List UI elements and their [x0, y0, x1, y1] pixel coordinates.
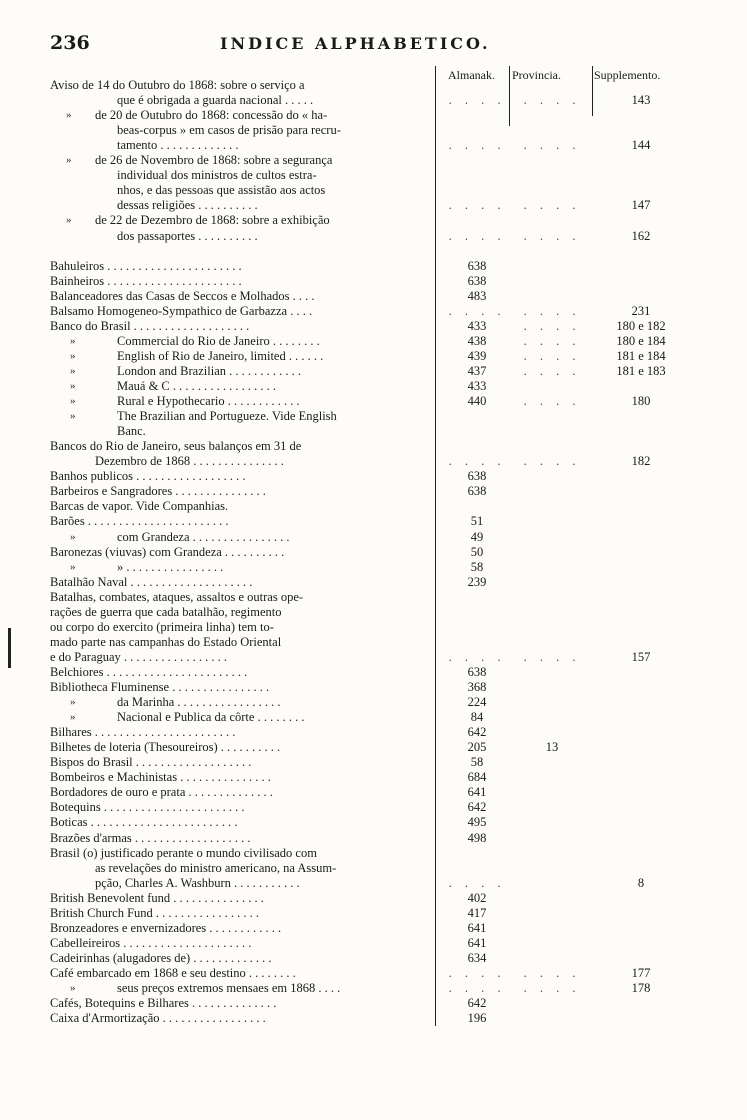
supplemento-page: 180: [631, 394, 651, 409]
almanak-page: 498: [467, 830, 487, 845]
entry-text: Bancos do Rio de Janeiro, seus balanços em 31 de: [50, 439, 302, 454]
index-entry: [0, 605, 747, 620]
index-entry: [0, 815, 747, 830]
entry-text: Bilhetes de loteria (Thesoureiros) . . . . . . . . . .: [50, 740, 281, 755]
index-entry: [0, 846, 747, 861]
almanak-page: 495: [467, 815, 487, 830]
almanak-page: . . . .: [448, 875, 506, 890]
entry-text: » . . . . . . . . . . . . . . . .: [117, 559, 224, 574]
index-entry: [0, 545, 747, 560]
ditto-mark: »: [66, 214, 72, 227]
supplemento-page: 178: [631, 981, 651, 995]
entry-text: de 20 de Outubro do 1868: concessão do « ha-: [95, 108, 328, 123]
index-entry: [0, 740, 747, 755]
entry-text: as revelações do ministro americano, na Assum-: [95, 860, 337, 875]
provincia-page: . . . .: [523, 138, 581, 153]
almanak-page: 684: [467, 770, 487, 785]
almanak-page: 439: [467, 348, 487, 363]
almanak-page: . . . .: [448, 454, 506, 469]
almanak-page: 641: [467, 785, 487, 800]
provincia-page: 13: [545, 740, 559, 755]
entry-text: Barbeiros e Sangradores . . . . . . . . . . . . . . .: [50, 484, 266, 499]
index-entry: [0, 755, 747, 770]
entry-text: Batalhas, combates, ataques, assaltos e outras ope-: [50, 589, 304, 604]
provincia-page: . . . .: [523, 649, 581, 664]
ditto-mark: »: [70, 364, 76, 377]
index-entry: [0, 981, 747, 996]
provincia-page: . . . .: [523, 394, 581, 409]
provincia-page: . . . .: [523, 333, 581, 348]
supplemento-page: 143: [631, 93, 651, 108]
index-entry: [0, 1011, 747, 1026]
entry-text: pção, Charles A. Washburn . . . . . . . . . . .: [95, 875, 300, 890]
index-entry: [0, 770, 747, 785]
index-entry: [0, 183, 747, 198]
supplemento-page: 144: [631, 138, 651, 153]
almanak-page: 642: [467, 996, 487, 1011]
almanak-page: 84: [470, 710, 484, 725]
almanak-page: 483: [467, 288, 487, 303]
almanak-page: . . . .: [448, 965, 506, 980]
entry-text: Barcas de vapor. Vide Companhias.: [50, 499, 229, 514]
entry-text: English of Rio de Janeiro, limited . . . . . .: [117, 348, 324, 363]
almanak-page: 368: [467, 680, 487, 694]
almanak-page: 50: [470, 544, 484, 559]
index-entry: [0, 304, 747, 319]
index-entry: [0, 891, 747, 906]
almanak-page: 634: [467, 950, 487, 965]
entry-text: Barões . . . . . . . . . . . . . . . . . . . . . . .: [50, 514, 229, 529]
index-entry: [0, 153, 747, 168]
entry-text: rações de guerra que cada batalhão, regimento: [50, 604, 282, 619]
index-entry: [0, 168, 747, 183]
column-header-provincia: Provincia.: [512, 68, 561, 82]
entry-text: Bronzeadores e envernizadores . . . . . . . . . . . .: [50, 920, 282, 935]
entry-text: Bahuleiros . . . . . . . . . . . . . . . . . . . . . .: [50, 258, 242, 273]
entry-text: Aviso de 14 do Outubro do 1868: sobre o serviço a: [50, 78, 305, 92]
entry-text: Banc.: [117, 424, 146, 439]
entry-text: Café embarcado em 1868 e seu destino . . . . . . . .: [50, 965, 296, 980]
index-entry: [0, 635, 747, 650]
index-entry: [0, 93, 747, 108]
index-entry: [0, 289, 747, 304]
entry-text: de 26 de Novembro de 1868: sobre a segurança: [95, 153, 333, 168]
ditto-mark: »: [66, 154, 72, 167]
entry-text: beas-corpus » em casos de prisão para recru-: [117, 123, 341, 138]
almanak-page: 642: [467, 725, 487, 740]
supplemento-page: 182: [631, 454, 651, 469]
supplemento-page: 180 e 184: [616, 333, 666, 348]
ditto-mark: »: [70, 696, 76, 709]
entry-text: mado parte nas campanhas do Estado Oriental: [50, 634, 282, 649]
provincia-page: . . . .: [523, 93, 581, 108]
almanak-page: 638: [467, 484, 487, 499]
index-entry: [0, 650, 747, 665]
index-entry: [0, 800, 747, 815]
almanak-page: . . . .: [448, 138, 506, 153]
entry-text: Brasil (o) justificado perante o mundo civilisado com: [50, 845, 317, 860]
entry-text: Dezembro de 1868 . . . . . . . . . . . . . . .: [95, 454, 284, 469]
entry-text: Belchiores . . . . . . . . . . . . . . . . . . . . . . .: [50, 664, 248, 679]
page-header: [50, 32, 690, 56]
entry-text: ou corpo do exercito (primeira linha) tem to-: [50, 619, 274, 634]
supplemento-page: 180 e 182: [616, 318, 666, 333]
provincia-page: . . . .: [523, 981, 581, 995]
almanak-page: 641: [467, 920, 487, 935]
almanak-page: . . . .: [448, 228, 506, 243]
column-header-almanak: Almanak.: [448, 68, 495, 82]
entry-text: Boticas . . . . . . . . . . . . . . . . . . . . . . . .: [50, 815, 238, 830]
supplemento-page: 181 e 183: [616, 363, 666, 378]
index-entry: [0, 78, 747, 93]
entry-text: Commercial do Rio de Janeiro . . . . . . . .: [117, 333, 320, 348]
entry-text: Baronezas (viuvas) com Grandeza . . . . . . . . . .: [50, 544, 285, 559]
almanak-page: 205: [467, 740, 487, 755]
ditto-mark: »: [70, 395, 76, 408]
index-entry: [0, 108, 747, 123]
index-entry: [0, 514, 747, 529]
entry-text: Mauá & C . . . . . . . . . . . . . . . . .: [117, 379, 277, 393]
entry-text: Cabelleireiros . . . . . . . . . . . . . . . . . . . . .: [50, 935, 252, 950]
ditto-mark: »: [70, 380, 76, 392]
index-entry: [0, 499, 747, 514]
provincia-page: . . . .: [523, 363, 581, 378]
ditto-mark: »: [70, 530, 76, 543]
supplemento-page: 162: [631, 228, 651, 243]
entry-text: Rural e Hypothecario . . . . . . . . . . . .: [117, 394, 300, 409]
entry-text: da Marinha . . . . . . . . . . . . . . . . .: [117, 695, 281, 710]
index-entry: [0, 379, 747, 394]
index-entry: [0, 785, 747, 800]
entry-text: London and Brazilian . . . . . . . . . . . .: [117, 363, 301, 378]
entry-text: que é obrigada a guarda nacional . . . . .: [117, 93, 314, 108]
running-title: INDICE ALPHABETICO.: [220, 34, 491, 53]
almanak-page: 440: [467, 394, 487, 409]
index-entry: [0, 996, 747, 1011]
index-entry: [0, 213, 747, 228]
index-entry: [0, 921, 747, 936]
supplemento-page: 147: [631, 198, 651, 213]
entry-text: Balanceadores das Casas de Seccos e Molhados . . . .: [50, 288, 315, 303]
almanak-page: 437: [467, 363, 487, 378]
index-entry: [0, 424, 747, 439]
index-entry: [0, 409, 747, 424]
entry-text: e do Paraguay . . . . . . . . . . . . . . . . .: [50, 649, 228, 664]
almanak-page: . . . .: [448, 198, 506, 213]
almanak-page: 438: [467, 333, 487, 348]
provincia-page: . . . .: [523, 318, 581, 333]
ditto-mark: »: [66, 109, 72, 122]
almanak-page: 417: [467, 905, 487, 920]
index-entry: [0, 665, 747, 680]
almanak-page: 433: [467, 318, 487, 333]
almanak-page: 638: [467, 273, 487, 288]
almanak-page: 196: [467, 1011, 487, 1026]
index-entry: [0, 966, 747, 981]
almanak-page: . . . .: [448, 93, 506, 108]
index-entry: [0, 259, 747, 274]
index-entry: [0, 876, 747, 891]
index-entry: [0, 334, 747, 349]
ditto-mark: »: [70, 982, 76, 994]
entry-text: Banco do Brasil . . . . . . . . . . . . . . . . . . .: [50, 318, 250, 333]
entry-text: Nacional e Publica da côrte . . . . . . . .: [117, 710, 305, 725]
entry-text: Caixa d'Armortização . . . . . . . . . . . . . . . . .: [50, 1011, 266, 1026]
provincia-page: . . . .: [523, 348, 581, 363]
ditto-mark: »: [70, 711, 76, 724]
index-entry: [0, 861, 747, 876]
entry-text: Botequins . . . . . . . . . . . . . . . . . . . . . . .: [50, 800, 245, 815]
index-entry: [0, 680, 747, 695]
ditto-mark: »: [70, 560, 76, 573]
index-entry: [0, 244, 747, 259]
almanak-page: 433: [467, 379, 487, 393]
index-entry: [0, 725, 747, 740]
index-entry: [0, 469, 747, 484]
entry-text: Bilhares . . . . . . . . . . . . . . . . . . . . . . .: [50, 725, 236, 740]
index-entry: [0, 138, 747, 153]
index-entry: [0, 364, 747, 379]
index-entry: [0, 439, 747, 454]
almanak-page: . . . .: [448, 981, 506, 995]
entry-text: Cafés, Botequins e Bilhares . . . . . . . . . . . . . .: [50, 996, 277, 1011]
index-entry: [0, 936, 747, 951]
entry-text: Bombeiros e Machinistas . . . . . . . . . . . . . . .: [50, 770, 271, 785]
provincia-page: . . . .: [523, 228, 581, 243]
entry-text: British Church Fund . . . . . . . . . . . . . . . . .: [50, 905, 260, 920]
entry-text: dessas religiões . . . . . . . . . .: [117, 198, 258, 213]
almanak-page: 51: [470, 514, 484, 529]
entry-text: Balsamo Homogeneo-Sympathico de Garbazza . . . .: [50, 303, 313, 318]
ditto-mark: »: [70, 410, 76, 423]
provincia-page: . . . .: [523, 198, 581, 213]
almanak-page: 58: [470, 755, 484, 770]
index-entry: [0, 274, 747, 289]
page-number: 236: [50, 32, 90, 54]
index-entry: [0, 590, 747, 605]
almanak-page: 49: [470, 529, 484, 544]
ditto-mark: »: [70, 334, 76, 347]
index-entry: [0, 198, 747, 213]
index-entry: [0, 620, 747, 635]
provincia-page: . . . .: [523, 303, 581, 318]
entry-text: Cadeirinhas (alugadores de) . . . . . . . . . . . . .: [50, 950, 272, 965]
index-entry: [0, 710, 747, 725]
index-entry: [0, 560, 747, 575]
supplemento-page: 157: [631, 649, 651, 664]
entry-text: dos passaportes . . . . . . . . . .: [117, 228, 258, 243]
entry-text: Bispos do Brasil . . . . . . . . . . . . . . . . . . .: [50, 755, 252, 770]
almanak-page: 638: [467, 258, 487, 273]
entry-text: Bordadores de ouro e prata . . . . . . . . . . . . . .: [50, 785, 273, 800]
index-entry: [0, 349, 747, 364]
almanak-page: . . . .: [448, 303, 506, 318]
index-entry: [0, 575, 747, 590]
index-entry: [0, 906, 747, 921]
index-entry: [0, 831, 747, 846]
entry-text: individual dos ministros de cultos estra-: [117, 168, 317, 183]
index-entry: [0, 123, 747, 138]
index-entry: [0, 319, 747, 334]
entry-text: nhos, e das pessoas que assistão aos actos: [117, 183, 326, 198]
provincia-page: . . . .: [523, 965, 581, 980]
almanak-page: 638: [467, 469, 487, 484]
column-header-supplemento: Supplemento.: [594, 68, 661, 82]
entry-text: Banhos publicos . . . . . . . . . . . . . . . . . .: [50, 469, 246, 484]
index-entry: [0, 484, 747, 499]
supplemento-page: 181 e 184: [616, 348, 666, 363]
entry-text: Brazões d'armas . . . . . . . . . . . . . . . . . . .: [50, 830, 251, 845]
almanak-page: 642: [467, 800, 487, 815]
almanak-page: 402: [467, 890, 487, 905]
ditto-mark: »: [70, 349, 76, 362]
entry-text: com Grandeza . . . . . . . . . . . . . . . .: [117, 529, 290, 544]
entry-text: seus preços extremos mensaes em 1868 . . . .: [117, 981, 341, 995]
almanak-page: 239: [467, 574, 487, 589]
almanak-page: 638: [467, 664, 487, 679]
almanak-page: 58: [470, 559, 484, 574]
entry-text: British Benevolent fund . . . . . . . . . . . . . . .: [50, 890, 264, 905]
entry-text: The Brazilian and Portugueze. Vide English: [117, 409, 337, 424]
index-entry: [0, 951, 747, 966]
supplemento-page: 177: [631, 965, 651, 980]
entry-text: tamento . . . . . . . . . . . . .: [117, 138, 239, 153]
supplemento-page: 8: [637, 875, 645, 890]
entry-text: de 22 de Dezembro de 1868: sobre a exhibição: [95, 213, 330, 228]
index-entry: [0, 695, 747, 710]
almanak-page: . . . .: [448, 649, 506, 664]
almanak-page: 641: [467, 935, 487, 950]
index-entry: [0, 530, 747, 545]
entry-text: Bibliotheca Fluminense . . . . . . . . . . . . . . . .: [50, 680, 270, 694]
supplemento-page: 231: [631, 303, 651, 318]
entry-text: Bainheiros . . . . . . . . . . . . . . . . . . . . . .: [50, 273, 242, 288]
index-entry: [0, 394, 747, 409]
index-entry: [0, 229, 747, 244]
almanak-page: 224: [467, 695, 487, 710]
index-entry: [0, 454, 747, 469]
entry-text: Batalhão Naval . . . . . . . . . . . . . . . . . . . .: [50, 574, 253, 589]
provincia-page: . . . .: [523, 454, 581, 469]
